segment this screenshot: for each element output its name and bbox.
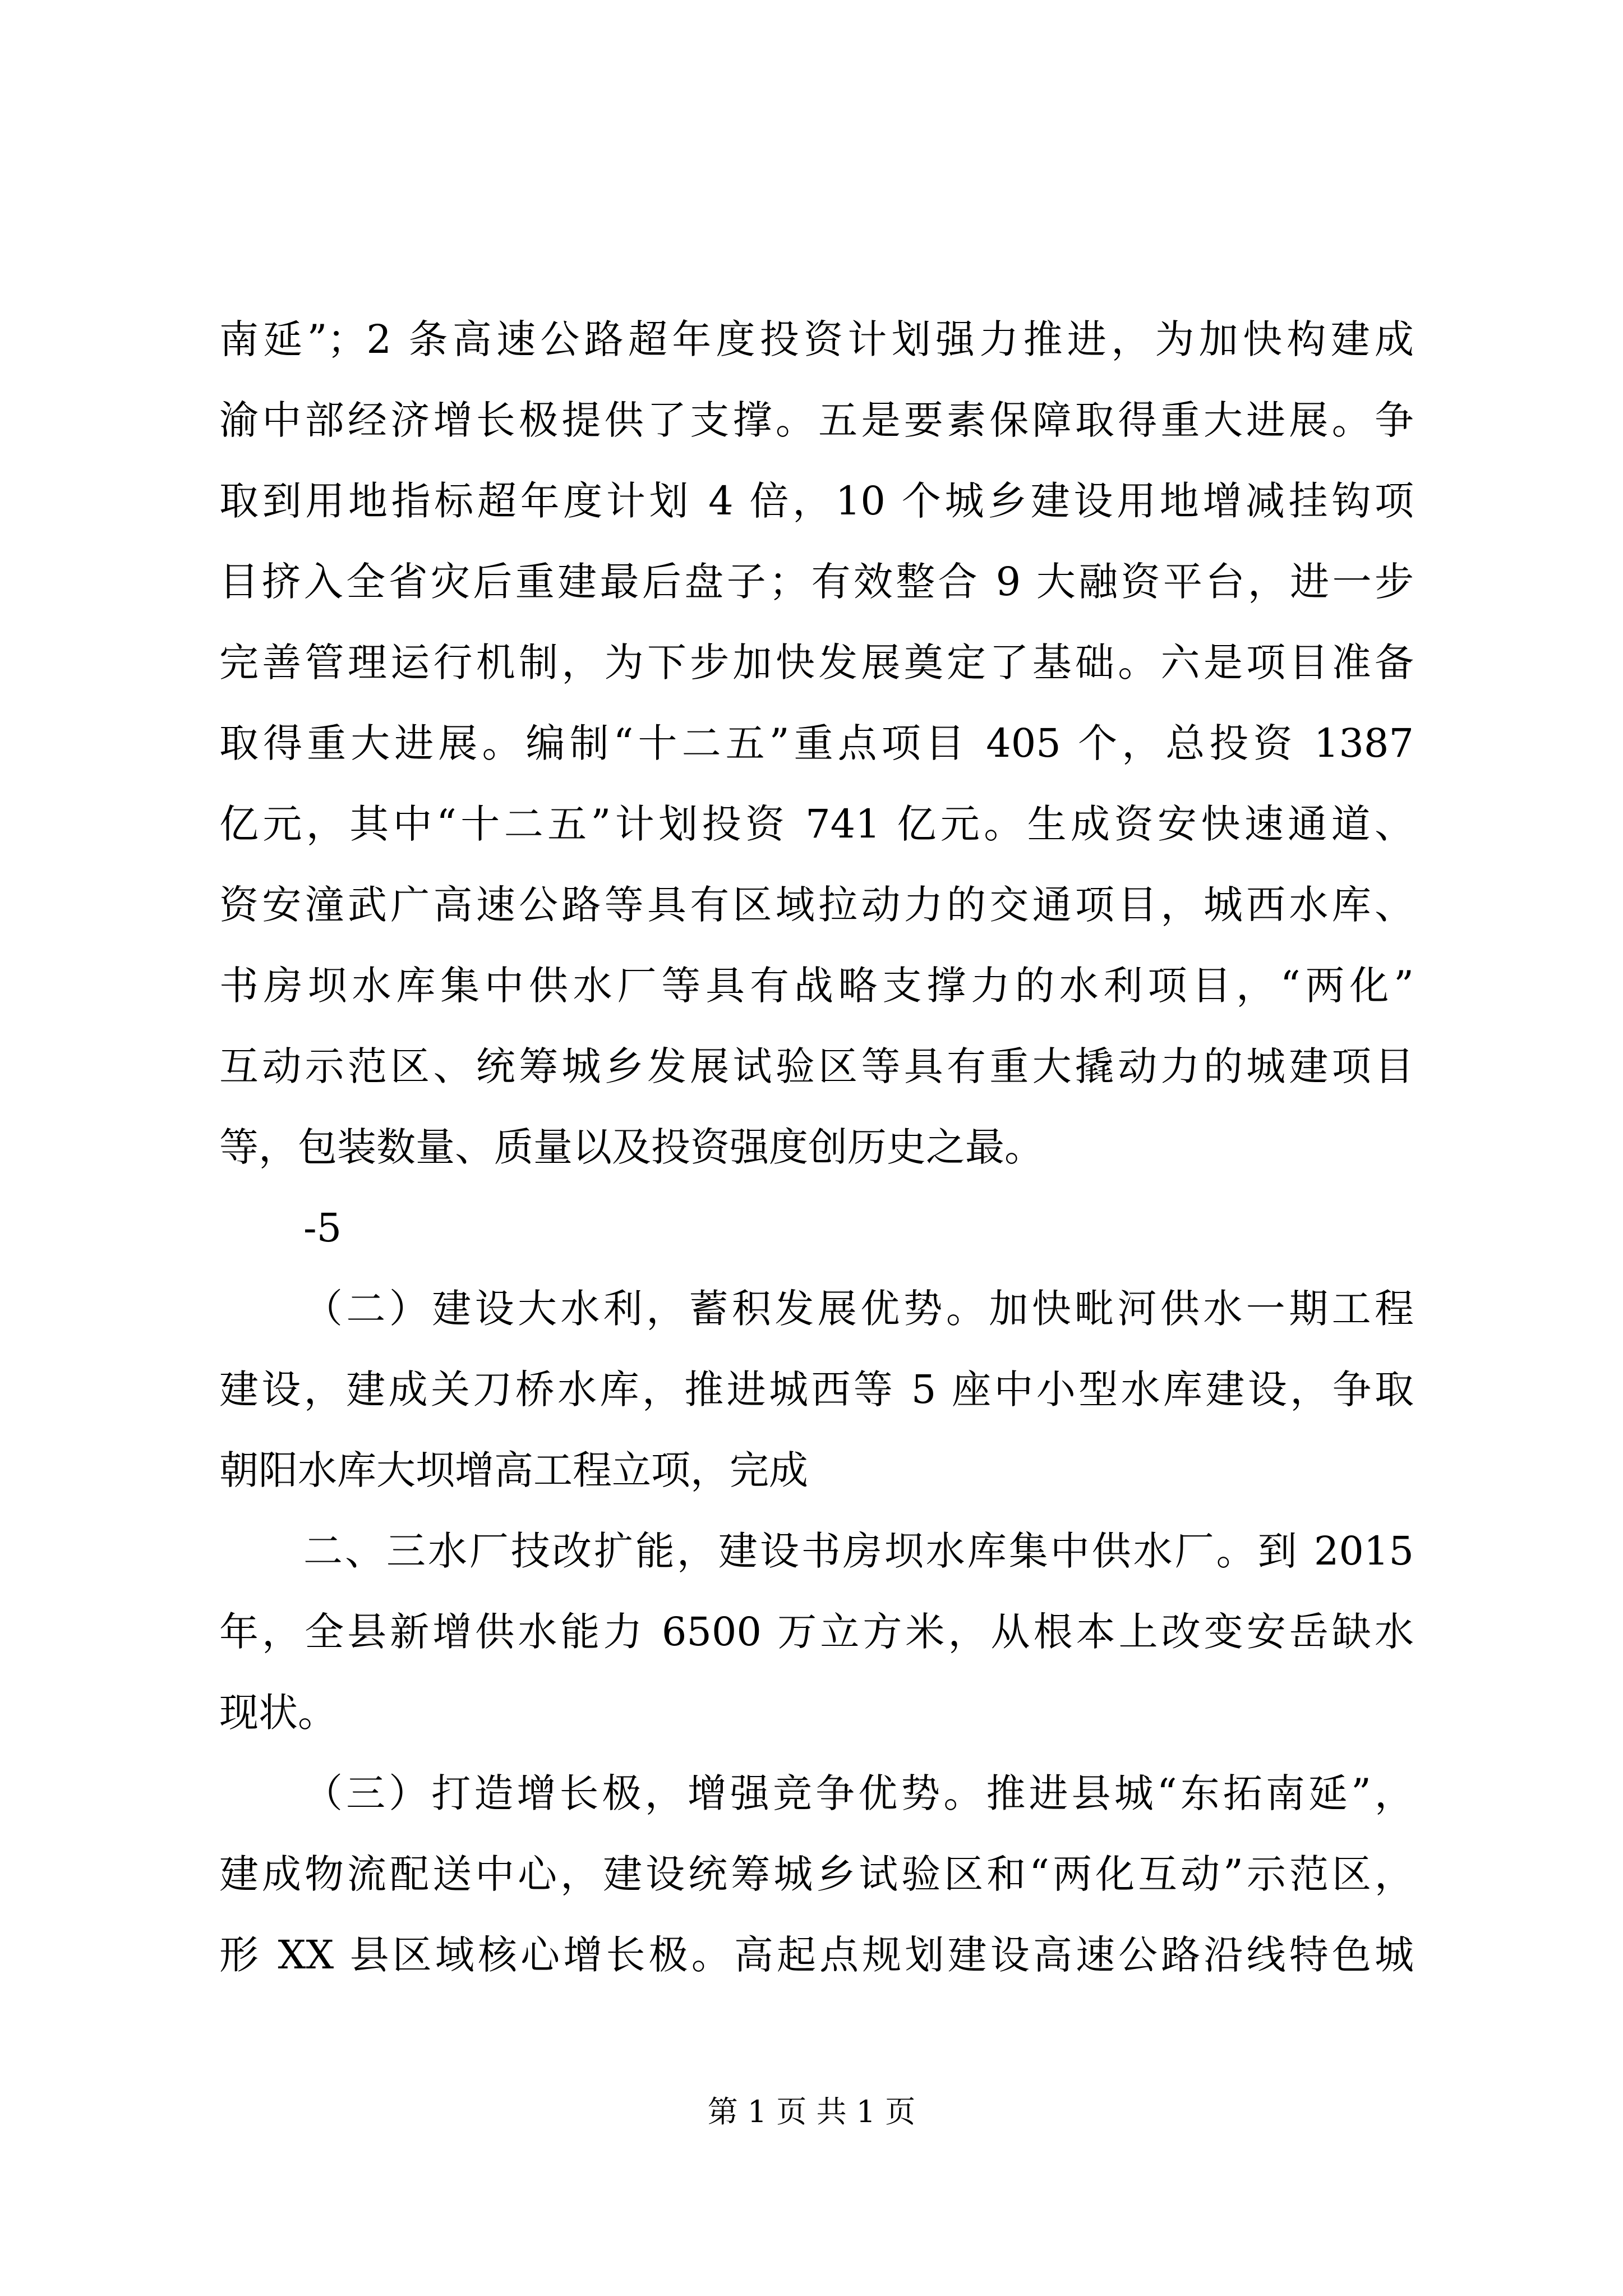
body-line: 年，全县新增供水能力 6500 万立方米，从根本上改变安岳缺水 (219, 1609, 1414, 1655)
body-line: 建设，建成关刀桥水库，推进城西等 5 座中小型水库建设，争取 (219, 1366, 1414, 1412)
body-line: 资安潼武广高速公路等具有区域拉动力的交通项目，城西水库、 (219, 882, 1414, 928)
body-line: 建成物流配送中心，建设统筹城乡试验区和“两化互动”示范区， (219, 1851, 1414, 1897)
page-marker: -5 (303, 1205, 342, 1251)
body-line: 二、三水厂技改扩能，建设书房坝水库集中供水厂。到 2015 (303, 1528, 1414, 1574)
page-footer: 第 1 页 共 1 页 (707, 2094, 916, 2129)
body-line: 取得重大进展。编制“十二五”重点项目 405 个，总投资 1387 (219, 720, 1414, 766)
body-line: 完善管理运行机制，为下步加快发展奠定了基础。六是项目准备 (219, 639, 1414, 685)
body-line: 现状。 (219, 1690, 337, 1736)
body-line: 书房坝水库集中供水厂等具有战略支撑力的水利项目，“两化” (219, 963, 1414, 1009)
body-line: 目挤入全省灾后重建最后盘子；有效整合 9 大融资平台，进一步 (219, 559, 1414, 605)
body-line: 等，包装数量、质量以及投资强度创历史之最。 (219, 1124, 1044, 1170)
body-line: 取到用地指标超年度计划 4 倍，10 个城乡建设用地增减挂钩项 (219, 478, 1414, 524)
body-line: 亿元，其中“十二五”计划投资 741 亿元。生成资安快速通道、 (219, 801, 1414, 847)
body-line: 朝阳水库大坝增高工程立项，完成 (219, 1447, 808, 1493)
body-line: （三）打造增长极，增强竞争优势。推进县城“东拓南延”， (303, 1770, 1414, 1816)
body-line: 南延”；2 条高速公路超年度投资计划强力推进，为加快构建成 (219, 316, 1414, 362)
body-line: 渝中部经济增长极提供了支撑。五是要素保障取得重大进展。争 (219, 397, 1414, 443)
body-line: 互动示范区、统筹城乡发展试验区等具有重大撬动力的城建项目 (219, 1043, 1414, 1089)
body-line: （二）建设大水利，蓄积发展优势。加快毗河供水一期工程 (303, 1286, 1414, 1332)
body-line: 形 XX 县区域核心增长极。高起点规划建设高速公路沿线特色城 (219, 1932, 1414, 1978)
